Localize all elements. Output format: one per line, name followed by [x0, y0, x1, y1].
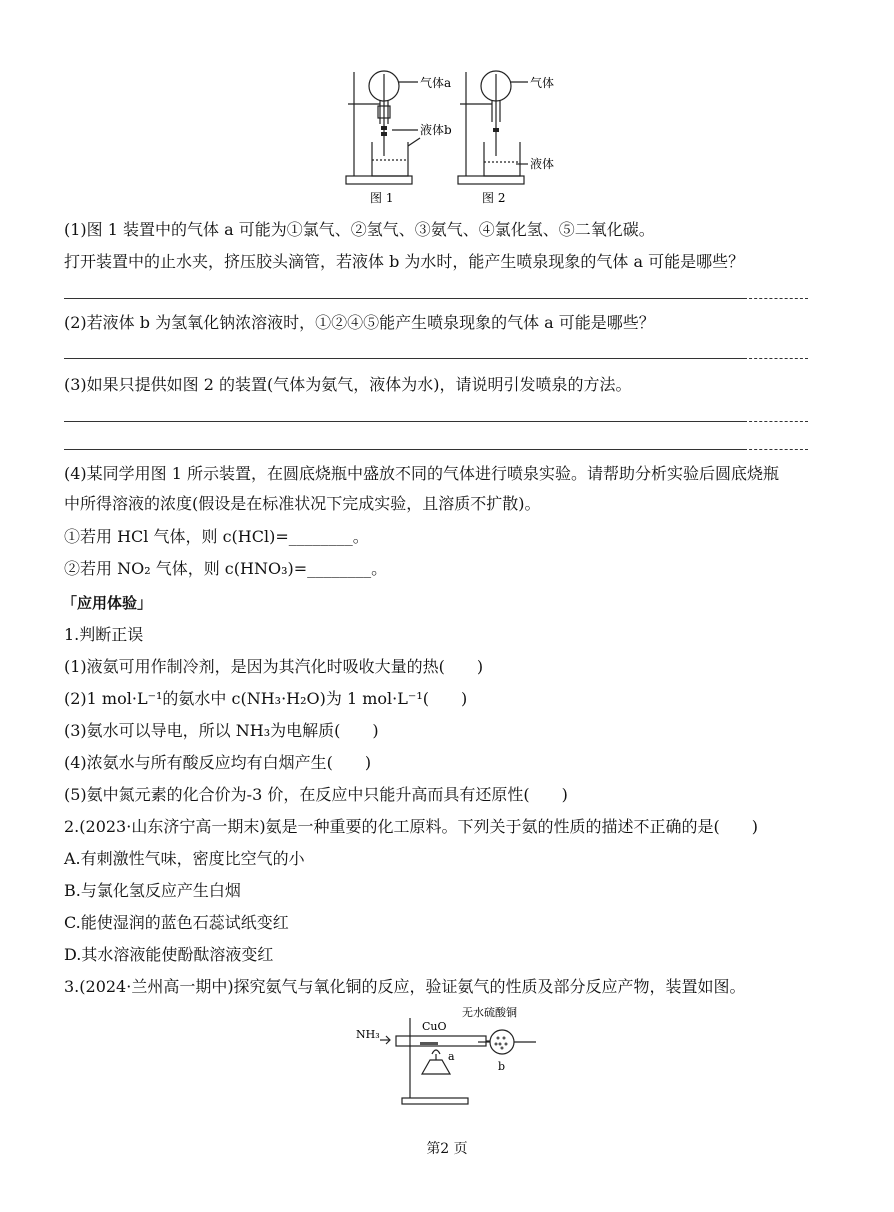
point-a-label: a	[448, 1050, 455, 1063]
judge-item: (3)氨水可以导电，所以 NH₃为电解质( )	[64, 721, 379, 740]
choice-option-c: C.能使湿润的蓝色石蕊试纸变红	[64, 913, 289, 932]
choice-stem: 2.(2023·山东济宁高一期末)氨是一种重要的化工原料。下列关于氨的性质的描述不正确的是( )	[64, 817, 759, 836]
judge-item: (1)液氨可用作制冷剂，是因为其汽化时吸收大量的热( )	[64, 657, 484, 676]
choice-option-b: B.与氯化氢反应产生白烟	[64, 881, 241, 900]
point-b-label: b	[498, 1060, 506, 1073]
fountain-apparatus-figure	[340, 64, 560, 206]
judge-title: 1.判断正误	[64, 625, 144, 644]
q4-line1: (4)某同学用图 1 所示装置，在圆底烧瓶中盛放不同的气体进行喷泉实验。请帮助分析实验后圆底烧瓶	[64, 464, 780, 483]
answer-line	[64, 298, 808, 299]
judge-item: (5)氨中氮元素的化合价为-3 价，在反应中只能升高而具有还原性( )	[64, 785, 568, 804]
fig2-caption: 图 2	[482, 191, 506, 205]
q2-line1: (2)若液体 b 为氢氧化钠浓溶液时，①②④⑤能产生喷泉现象的气体 a 可能是哪些？	[64, 313, 655, 332]
q4-sub1: ①若用 HCl 气体，则 c(HCl)=________。	[64, 527, 369, 546]
answer-line	[64, 358, 808, 359]
q4-line2: 中所得溶液的浓度(假设是在标准状况下完成实验，且溶质不扩散)。	[64, 494, 541, 513]
answer-line	[64, 421, 808, 422]
q4-sub2: ②若用 NO₂ 气体，则 c(HNO₃)=________。	[64, 559, 388, 578]
choice-option-d: D.其水溶液能使酚酞溶液变红	[64, 945, 274, 964]
page-number: 第2 页	[426, 1141, 468, 1157]
q3-stem: 3.(2024·兰州高一期中)探究氨气与氧化铜的反应，验证氨气的性质及部分反应产物，装置如图。	[64, 977, 746, 996]
fig2-liquid-label: 液体	[530, 157, 555, 171]
judge-item: (4)浓氨水与所有酸反应均有白烟产生( )	[64, 753, 372, 772]
choice-option-a: A.有刺激性气味，密度比空气的小	[64, 849, 305, 868]
fig2-gas-label: 气体	[530, 76, 555, 90]
fig1-liquid-label: 液体b	[420, 123, 452, 137]
q3-line1: (3)如果只提供如图 2 的装置(气体为氨气，液体为水)，请说明引发喷泉的方法。	[64, 375, 632, 394]
answer-line	[64, 449, 808, 450]
judge-item: (2)1 mol·L⁻¹的氨水中 c(NH₃·H₂O)为 1 mol·L⁻¹( )	[64, 689, 468, 708]
cuo-label: CuO	[422, 1020, 447, 1033]
section-title: 「应用体验」	[62, 594, 153, 612]
q1-line1: (1)图 1 装置中的气体 a 可能为①氯气、②氢气、③氨气、④氯化氢、⑤二氧化碳。	[64, 220, 655, 239]
q1-line2: 打开装置中的止水夹，挤压胶头滴管，若液体 b 为水时，能产生喷泉现象的气体 a 可能是哪些？	[64, 252, 745, 271]
fig1-gas-label: 气体a	[420, 76, 452, 90]
fig1-caption: 图 1	[370, 191, 394, 205]
cuo-reaction-apparatus-figure	[350, 1004, 550, 1108]
nh3-label: NH₃	[356, 1028, 380, 1041]
cuso4-label: 无水硫酸铜	[462, 1006, 517, 1019]
